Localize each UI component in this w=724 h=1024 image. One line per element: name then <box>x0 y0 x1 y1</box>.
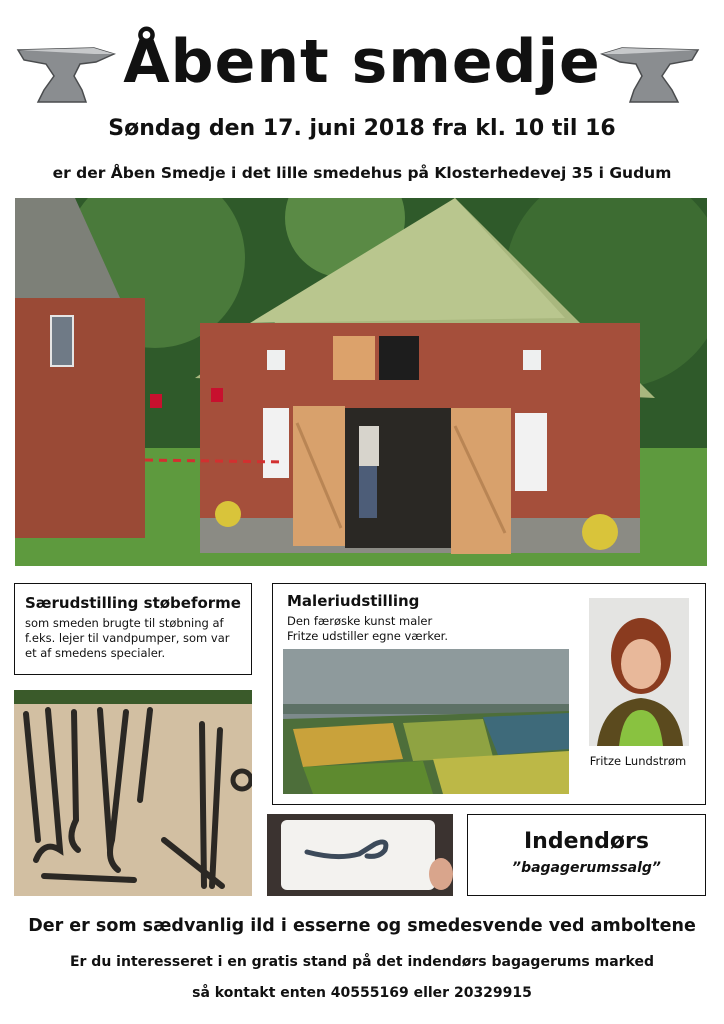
indoor-subheading: ”bagagerumssalg” <box>512 860 661 876</box>
cast-tools-photo <box>14 690 252 896</box>
special-exhibition-heading: Særudstilling støbeforme <box>25 594 241 612</box>
page-title: Åbent smedje <box>123 27 601 97</box>
painting-exhibition-line: Den færøske kunst maler <box>287 614 433 628</box>
painting-exhibition-box <box>272 583 706 805</box>
hook-photo <box>267 814 453 896</box>
smithy-photo <box>15 198 707 566</box>
painting-exhibition-text <box>287 614 448 644</box>
painting-exhibition-heading: Maleriudstilling <box>287 592 420 610</box>
footer-line-2: Er du interesseret i en gratis stand på det indendørs bagagerums marked <box>69 954 655 970</box>
portrait-caption: Fritze Lundstrøm <box>589 754 687 768</box>
special-exhibition-box <box>14 583 252 675</box>
painting-image <box>283 649 569 794</box>
contact-line: så kontakt enten 40555169 eller 20329915 <box>192 985 532 1001</box>
artist-portrait <box>589 598 689 746</box>
indoor-market-box <box>467 814 706 896</box>
special-exhibition-text <box>25 616 241 661</box>
special-exhibition-line: et af smedens specialer. <box>25 646 166 660</box>
footer-line-1: Der er som sædvanlig ild i esserne og smedesvende ved amboltene <box>28 916 696 936</box>
special-exhibition-line: som smeden brugte til støbning af <box>25 616 224 630</box>
special-exhibition-line: f.eks. lejer til vandpumper, som var <box>25 631 230 645</box>
event-location: er der Åben Smedje i det lille smedehus på Klosterhedevej 35 i Gudum <box>52 164 672 182</box>
painting-exhibition-line: Fritze udstiller egne værker. <box>287 629 448 643</box>
indoor-heading: Indendørs <box>524 829 649 854</box>
event-date: Søndag den 17. juni 2018 fra kl. 10 til 16 <box>108 116 616 141</box>
